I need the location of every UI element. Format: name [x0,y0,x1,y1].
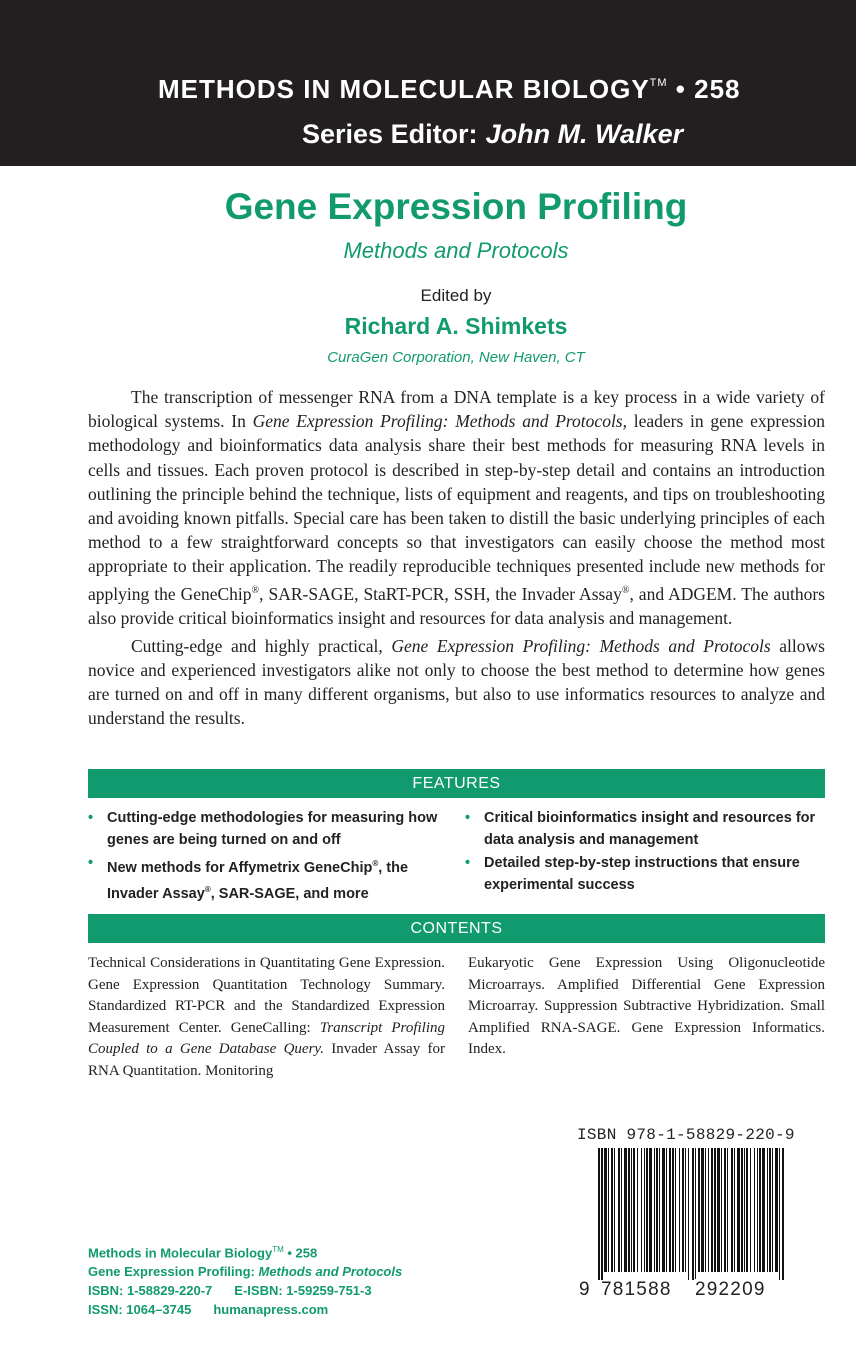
barcode-bar [734,1148,735,1272]
series-name: METHODS IN MOLECULAR BIOLOGY [158,74,650,104]
barcode [578,1148,788,1280]
barcode-bar [731,1148,733,1272]
barcode-bar [633,1148,635,1272]
barcode-bar [721,1148,722,1272]
barcode-bar [654,1148,655,1272]
barcode-bar [762,1148,765,1272]
book-subtitle: Methods and Protocols [343,238,569,263]
barcode-bar [750,1148,751,1272]
barcode-bar [714,1148,716,1272]
barcode-bar [685,1148,686,1272]
barcode-bar [604,1148,607,1272]
contents-column-left: Technical Considerations in Quantitating Gene Expression. Gene Expression Quantitation Technology Summary. Standardized RT-PCR and the Standardized Expression Measurement Center. GeneCalling: Transcript Profiling Coupled to a Gene Database Query. Invader Assay for RNA Quantitation. Monitoring [88,955,445,1079]
barcode-bar [641,1148,642,1272]
barcode-bar [695,1148,696,1280]
description-paragraph-2: Cutting-edge and highly practical, Gene Expression Profiling: Methods and Protocols allows novice and experienced investigators alike not only to choose the best method to determine how genes are turned on and off in many different organisms, but also to use informatics resources to analyze and understand the results. [88,635,825,729]
barcode-bar [727,1148,728,1272]
contents-heading: CONTENTS [88,914,825,943]
series-header-band [0,0,856,166]
series-editor [302,119,683,150]
barcode-bar [775,1148,778,1272]
series-editor-label: Series Editor: [302,119,478,149]
barcode-bar [744,1148,745,1272]
series-editor-name: John M. Walker [485,119,684,149]
features-column-right [465,808,825,908]
barcode-bar [624,1148,627,1272]
barcode-bar [717,1148,720,1272]
barcode-bar [692,1148,694,1280]
barcode-bar [724,1148,726,1272]
barcode-bar [711,1148,713,1272]
barcode-bar [682,1148,684,1272]
barcode-bar [782,1148,784,1280]
series-bullet: • [675,74,686,104]
barcode-bar [701,1148,704,1272]
series-title [158,74,741,105]
footer-series: Methods in Molecular Biology™ • 258 [88,1245,318,1261]
barcode-bar [746,1148,748,1272]
barcode-bar [646,1148,648,1272]
bullet-icon: • [88,855,94,871]
series-volume: 258 [694,74,741,104]
feature-item: • New methods for Affymetrix GeneChip®, the Invader Assay®, SAR-SAGE, and more [88,855,409,903]
edited-by-label: Edited by [420,286,492,305]
footer-info [88,1240,402,1319]
features-column-left [88,808,448,908]
barcode-bar [688,1148,689,1280]
barcode-bar [708,1148,709,1272]
barcode-bar [608,1148,609,1272]
barcode-bar [698,1148,700,1272]
footer-issn: ISSN: 1064–3745 humanapress.com [88,1302,329,1318]
isbn-label: ISBN 978-1-58829-220-9 [577,1126,795,1144]
barcode-bar [767,1148,768,1272]
barcode-bar [769,1148,771,1272]
barcode-bar [672,1148,674,1272]
barcode-bar [669,1148,671,1272]
features-list [88,808,825,908]
barcode-bar [705,1148,706,1272]
volume-editor-name: Richard A. Shimkets [344,313,568,339]
bullet-icon: • [465,855,471,871]
bullet-icon: • [465,810,471,826]
barcode-bar [631,1148,632,1272]
description-paragraph-1: The transcription of messenger RNA from a DNA template is a key process in a wide variety of biological systems. In Gene Expression Profiling: Methods and Protocols, leaders in gene expression methodology and bioinformatics data analysis share their best methods for measuring RNA levels in cells and tissues. Each proven protocol is described in step-by-step detail and contains an introduction outlining the principle behind the technique, lists of equipment and reagents, and tips on troubleshooting and avoiding known pitfalls. Special care has been taken to distill the basic underlying principles of each method to a few straightforward concepts so that investigators can easily choose the method most appropriate to their application. The readily reproducible techniques presented include new methods for applying the GeneChip®, SAR-SAGE, StaRT-PCR, SSH, the Invader Assay®, and ADGEM. The authors also provide critical bioinformatics insight and resources for data analysis and management. [88,387,826,628]
barcode-bar [601,1148,603,1280]
barcode-bar [779,1148,780,1280]
barcode-bar [656,1148,658,1272]
barcode-bar [644,1148,645,1272]
barcode-bar [659,1148,660,1272]
barcode-bar [679,1148,680,1272]
barcode-bar [754,1148,755,1272]
book-description [88,385,825,735]
barcode-bar [741,1148,743,1272]
features-heading: FEATURES [88,769,825,798]
barcode-bar [611,1148,613,1272]
barcode-bar [649,1148,652,1272]
barcode-bar [666,1148,667,1272]
barcode-digits-left: 781588 [601,1279,672,1300]
barcode-bar [675,1148,676,1272]
barcode-bar [614,1148,615,1272]
book-title: Gene Expression Profiling [224,186,688,227]
barcode-bar [628,1148,630,1272]
bullet-icon: • [88,810,94,826]
footer-title: Gene Expression Profiling: Methods and Protocols [88,1264,403,1280]
barcode-bar [737,1148,740,1272]
editor-affiliation: CuraGen Corporation, New Haven, CT [327,349,585,366]
barcode-bar [621,1148,622,1272]
barcode-digit-first: 9 [579,1279,590,1300]
feature-item: • Cutting-edge methodologies for measuring how genes are being turned on and off [88,810,438,848]
trademark-mark: TM [649,77,668,89]
barcode-bar [772,1148,773,1272]
barcode-digits-right: 292209 [695,1279,766,1300]
feature-item: • Detailed step-by-step instructions that ensure experimental success [465,855,800,893]
contents-column-right: Eukaryotic Gene Expression Using Oligonucleotide Microarrays. Amplified Differential Gene Expression Microarray. Suppression Subtractive Hybridization. Small Amplified RNA-SAGE. Gene Expression Informatics. Index. [468,955,825,1057]
barcode-bar [598,1148,600,1280]
barcode-bar [618,1148,620,1272]
barcode-bar [662,1148,665,1272]
feature-item: • Critical bioinformatics insight and resources for data analysis and management [465,810,816,848]
barcode-bar [637,1148,638,1272]
barcode-bar [757,1148,758,1272]
barcode-bar [759,1148,761,1272]
footer-isbn: ISBN: 1-58829-220-7 E-ISBN: 1-59259-751-3 [88,1283,372,1299]
contents-list [88,953,825,1082]
